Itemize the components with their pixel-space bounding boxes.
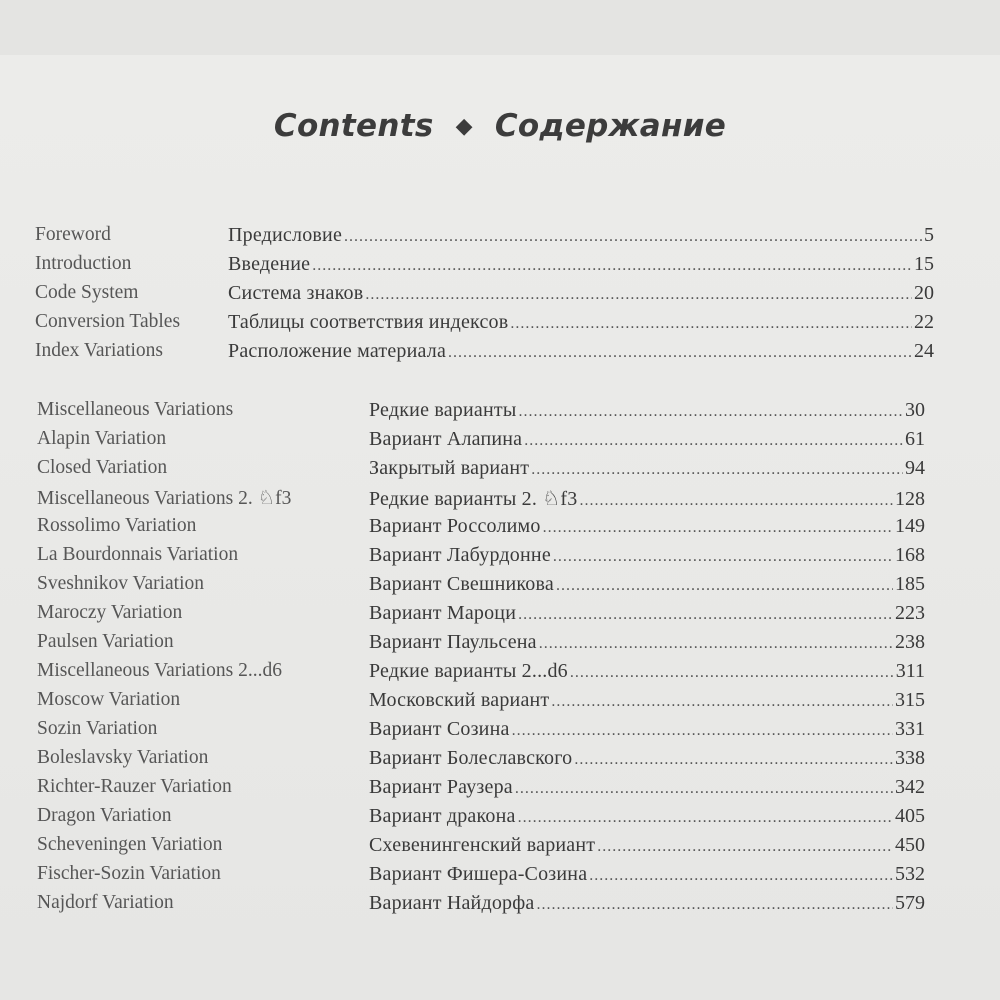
toc-entry (0, 515, 1000, 544)
dot-leader (518, 809, 893, 827)
dot-leader (344, 228, 922, 246)
entry-title-russian: Вариант Паульсена (369, 631, 537, 653)
dot-leader (515, 780, 893, 798)
entry-leader-group (369, 602, 925, 625)
toc-entry (0, 892, 1000, 921)
entry-leader-group (369, 544, 925, 567)
entry-title-english: Boleslavsky Variation (37, 747, 209, 768)
toc-entry (0, 631, 1000, 660)
entry-title-english: Miscellaneous Variations (37, 399, 234, 420)
entry-page-number: 579 (895, 892, 925, 914)
entry-title-russian: Московский вариант (369, 689, 550, 711)
toc-entry (0, 282, 1000, 311)
entry-title-russian: Редкие варианты 2. ♘f3 (369, 488, 578, 510)
entry-page-number: 22 (914, 311, 934, 333)
toc-entry (0, 863, 1000, 892)
entry-page-number: 168 (895, 544, 925, 566)
entry-leader-group (228, 282, 934, 305)
entry-page-number: 149 (895, 515, 925, 537)
toc-entry (0, 311, 1000, 340)
entry-leader-group (369, 515, 925, 538)
entry-title-english: Sveshnikov Variation (37, 573, 205, 594)
entry-title-english: Richter-Rauzer Variation (37, 776, 232, 797)
entry-title-english: Fischer-Sozin Variation (37, 863, 221, 884)
dot-leader (579, 492, 893, 510)
entry-title-russian: Вариант Фишера-Созина (369, 863, 588, 885)
entry-page-number: 30 (905, 399, 925, 421)
entry-leader-group (369, 834, 925, 857)
toc-entry (0, 602, 1000, 631)
entry-leader-group (369, 747, 925, 770)
entry-leader-group (228, 224, 934, 247)
entry-title-russian: Вариант Лабурдонне (369, 544, 551, 566)
toc-entry (0, 573, 1000, 602)
entry-title-russian: Система знаков (228, 282, 364, 304)
entry-leader-group (369, 428, 925, 451)
page-title (0, 108, 1000, 144)
entry-title-english: Closed Variation (37, 457, 168, 478)
entry-page-number: 94 (905, 457, 925, 479)
entry-page-number: 311 (895, 660, 925, 682)
toc-entry (0, 399, 1000, 428)
entry-title-english: Moscow Variation (37, 689, 181, 710)
entry-leader-group (228, 311, 934, 334)
entry-title-english: Maroczy Variation (37, 602, 183, 623)
entry-title-english: Scheveningen Variation (37, 834, 223, 855)
dot-leader (589, 867, 893, 885)
dot-leader (556, 577, 893, 595)
entry-leader-group (228, 253, 934, 276)
entry-page-number: 532 (895, 863, 925, 885)
entry-title-russian: Редкие варианты (369, 399, 517, 421)
entry-title-english: Foreword (35, 224, 111, 245)
entry-page-number: 24 (914, 340, 934, 362)
entry-leader-group (369, 486, 925, 511)
entry-title-russian: Вариант Созина (369, 718, 510, 740)
entry-leader-group (369, 399, 925, 422)
entry-title-russian: Вариант Болеславского (369, 747, 573, 769)
dot-leader (543, 519, 893, 537)
entry-title-russian: Вариант Раузера (369, 776, 513, 798)
dot-leader (312, 257, 912, 275)
dot-leader (518, 403, 903, 421)
diamond-separator-icon: ◆ (455, 114, 473, 139)
entry-title-russian: Введение (228, 253, 311, 275)
title-english: Contents (273, 108, 434, 144)
entry-title-english: Rossolimo Variation (37, 515, 197, 536)
dot-leader (574, 751, 893, 769)
toc-entry (0, 544, 1000, 573)
entry-page-number: 450 (895, 834, 925, 856)
entry-title-english: Code System (35, 282, 139, 303)
entry-leader-group (369, 805, 925, 828)
dot-leader (570, 664, 894, 682)
entry-title-russian: Схевенингенский вариант (369, 834, 596, 856)
toc-entry (0, 486, 1000, 515)
entry-page-number: 15 (914, 253, 934, 275)
entry-title-russian: Вариант Россолимо (369, 515, 541, 537)
entry-leader-group (369, 892, 925, 915)
entry-leader-group (369, 718, 925, 741)
toc-entry (0, 660, 1000, 689)
entry-title-russian: Таблицы соответствия индексов (228, 311, 509, 333)
entry-page-number: 20 (914, 282, 934, 304)
entry-title-english: Paulsen Variation (37, 631, 174, 652)
entry-title-russian: Предисловие (228, 224, 343, 246)
entry-title-english: Miscellaneous Variations 2. ♘f3 (37, 488, 292, 509)
entry-page-number: 61 (905, 428, 925, 450)
entry-title-russian: Расположение материала (228, 340, 447, 362)
entry-page-number: 128 (895, 488, 925, 510)
entry-title-russian: Вариант Алапина (369, 428, 523, 450)
entry-leader-group (369, 689, 925, 712)
entry-title-russian: Закрытый вариант (369, 457, 530, 479)
toc-entry (0, 805, 1000, 834)
toc-entry (0, 776, 1000, 805)
dot-leader (551, 693, 893, 711)
entry-title-english: Sozin Variation (37, 718, 158, 739)
entry-title-english: La Bourdonnais Variation (37, 544, 239, 565)
entry-title-russian: Вариант Свешникова (369, 573, 554, 595)
entry-page-number: 405 (895, 805, 925, 827)
dot-leader (539, 635, 893, 653)
entry-leader-group (369, 573, 925, 596)
entry-title-english: Alapin Variation (37, 428, 167, 449)
dot-leader (524, 432, 903, 450)
entry-title-russian: Вариант Мароци (369, 602, 517, 624)
dot-leader (531, 461, 903, 479)
title-russian: Содержание (494, 108, 727, 144)
entry-title-russian: Вариант Найдорфа (369, 892, 535, 914)
toc-entry (0, 340, 1000, 369)
dot-leader (597, 838, 893, 856)
toc-entry (0, 834, 1000, 863)
toc-entry (0, 224, 1000, 253)
entry-title-english: Index Variations (35, 340, 163, 361)
toc-entry (0, 718, 1000, 747)
dot-leader (510, 315, 912, 333)
dot-leader (448, 344, 912, 362)
toc-entry (0, 457, 1000, 486)
entry-title-russian: Вариант дракона (369, 805, 516, 827)
entry-title-russian: Редкие варианты 2...d6 (369, 660, 568, 682)
dot-leader (512, 722, 893, 740)
entry-title-english: Dragon Variation (37, 805, 172, 826)
dot-leader (365, 286, 912, 304)
dot-leader (518, 606, 893, 624)
entry-leader-group (369, 631, 925, 654)
entry-page-number: 5 (924, 224, 934, 246)
toc-entry (0, 253, 1000, 282)
entry-leader-group (369, 776, 925, 799)
entry-page-number: 223 (895, 602, 925, 624)
toc-entry (0, 747, 1000, 776)
entry-title-english: Miscellaneous Variations 2...d6 (37, 660, 282, 681)
entry-page-number: 338 (895, 747, 925, 769)
entry-page-number: 315 (895, 689, 925, 711)
entry-leader-group (369, 863, 925, 886)
entry-page-number: 342 (895, 776, 925, 798)
entry-leader-group (228, 340, 934, 363)
entry-page-number: 331 (895, 718, 925, 740)
dot-leader (553, 548, 893, 566)
toc-entry (0, 428, 1000, 457)
dot-leader (536, 896, 893, 914)
entry-leader-group (369, 660, 925, 683)
toc-entry (0, 689, 1000, 718)
entry-page-number: 185 (895, 573, 925, 595)
entry-title-english: Conversion Tables (35, 311, 181, 332)
entry-title-english: Najdorf Variation (37, 892, 174, 913)
entry-page-number: 238 (895, 631, 925, 653)
entry-leader-group (369, 457, 925, 480)
entry-title-english: Introduction (35, 253, 132, 274)
